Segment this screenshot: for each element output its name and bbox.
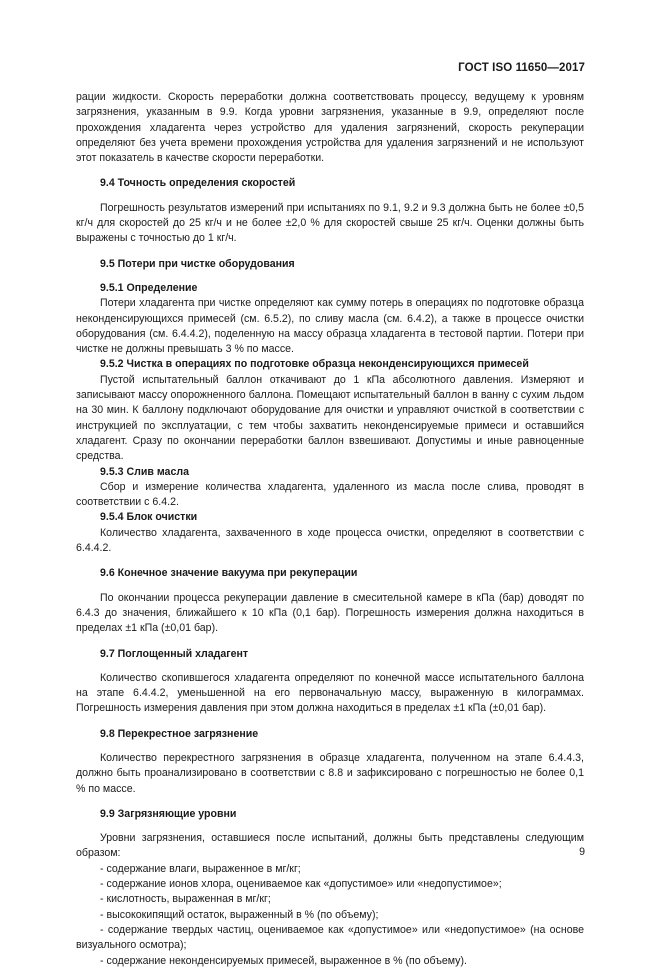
section-heading-9-9: 9.9 Загрязняющие уровни: [100, 807, 237, 820]
paragraph-9-7: Количество скопившегося хладагента определяют по конечной массе испытательного баллона на этапе 6.4.4.2, уменьшенной на его первоначальную массу, выраженную в килограммах. Погрешность измерения давления при этом должна находиться в пределах ±1 кПа (±0,01 бар).: [76, 671, 584, 715]
paragraph-9-9: Уровни загрязнения, оставшиеся после испытаний, должны быть представлены следующим образом:: [76, 832, 584, 860]
page-number: 9: [579, 846, 585, 858]
section-heading-9-5: 9.5 Потери при чистке оборудования: [100, 257, 295, 270]
document-body: [76, 90, 584, 969]
paragraph-9-4: Погрешность результатов измерений при испытаниях по 9.1, 9.2 и 9.3 должна быть не более ±0,5 кг/ч для скоростей до 25 кг/ч и не более ±2,0 % для скоростей свыше 25 кг/ч. Оценки должны быть выражены с точностью до 1 кг/ч.: [76, 201, 584, 245]
list-item: - содержание влаги, выраженное в мг/кг;: [100, 862, 301, 875]
subsection-heading-9-5-1: 9.5.1 Определение: [100, 281, 198, 294]
paragraph-continuation: рации жидкости. Скорость переработки должна соответствовать процессу, ведущему к уровням загрязнения, указанным в 9.9. Когда уровни загрязнения, указанные в 9.9, определяют после прохождения хладагента через устройство для удаления загрязнений, скорость рекуперации определяют без учета времени прохождения устройства для удаления загрязнений и не используют этот показатель в качестве скорости переработки.: [76, 91, 584, 165]
subsection-heading-9-5-2: 9.5.2 Чистка в операциях по подготовке образца неконденсирующихся примесей: [100, 358, 529, 371]
paragraph-9-5-3: Сбор и измерение количества хладагента, удаленного из масла после слива, проводят в соответствии с 6.4.2.: [76, 480, 584, 509]
list-item: - кислотность, выраженная в мг/кг;: [100, 893, 271, 906]
list-item: - содержание ионов хлора, оцениваемое как «допустимое» или «недопустимое»;: [100, 878, 502, 891]
section-heading-9-4: 9.4 Точность определения скоростей: [100, 177, 296, 190]
subsection-heading-9-5-3: 9.5.3 Слив масла: [100, 465, 189, 478]
section-heading-9-7: 9.7 Поглощенный хладагент: [100, 647, 249, 660]
paragraph-9-5-4: Количество хладагента, захваченного в ходе процесса очистки, определяют в соответствии с 6.4.4.2.: [76, 526, 584, 555]
list-item: - содержание неконденсируемых примесей, выраженное в % (по объему).: [100, 954, 467, 967]
section-heading-9-6: 9.6 Конечное значение вакуума при рекуперации: [100, 567, 358, 580]
subsection-heading-9-5-4: 9.5.4 Блок очистки: [100, 511, 198, 524]
paragraph-9-5-1: Потери хладагента при чистке определяют как сумму потерь в операциях по подготовке образца неконденсирующихся примесей (см. 6.5.2), по сливу масла (см. 6.4.2), а также в процессе очистки оборудования (см. 6.4.4.2), поделенную на массу образца хладагента в тестовой партии. Потери при чистке не должны превышать 3 % по массе.: [76, 297, 584, 356]
standard-code-header: ГОСТ ISO 11650—2017: [458, 62, 585, 74]
section-heading-9-8: 9.8 Перекрестное загрязнение: [100, 727, 259, 740]
paragraph-9-5-2: Пустой испытательный баллон откачивают до 1 кПа абсолютного давления. Измеряют и записывают массу опорожненного баллона. Помещают испытательный баллон в ванну с сухим льдом на 30 мин. К баллону подключают оборудование для очистки и управляют очисткой в соответствии с инструкцией по эксплуатации, с тем чтобы захватить неконденсируемые примеси и оставшийся хладагент. Сразу по окончании переработки баллон взвешивают. Допустимы и иные равноценные средства.: [76, 373, 584, 463]
list-item: - содержание твердых частиц, оцениваемое как «допустимое» или «недопустимое» (на основе визуального осмотра);: [76, 923, 584, 952]
list-item: - высококипящий остаток, выраженный в % (по объему);: [100, 908, 379, 921]
paragraph-9-8: Количество перекрестного загрязнения в образце хладагента, полученном на этапе 6.4.4.3, должно быть проанализировано в соответствии с 8.8 и зафиксировано с погрешностью не более 0,1 % по массе.: [76, 751, 584, 795]
paragraph-9-6: По окончании процесса рекуперации давление в смесительной камере в кПа (бар) доводят по 6.4.3 до значения, ближайшего к 10 кПа (0,1 бар). Погрешность измерения должна находиться в пределах ±1 кПа (±0,01 бар).: [76, 591, 584, 635]
